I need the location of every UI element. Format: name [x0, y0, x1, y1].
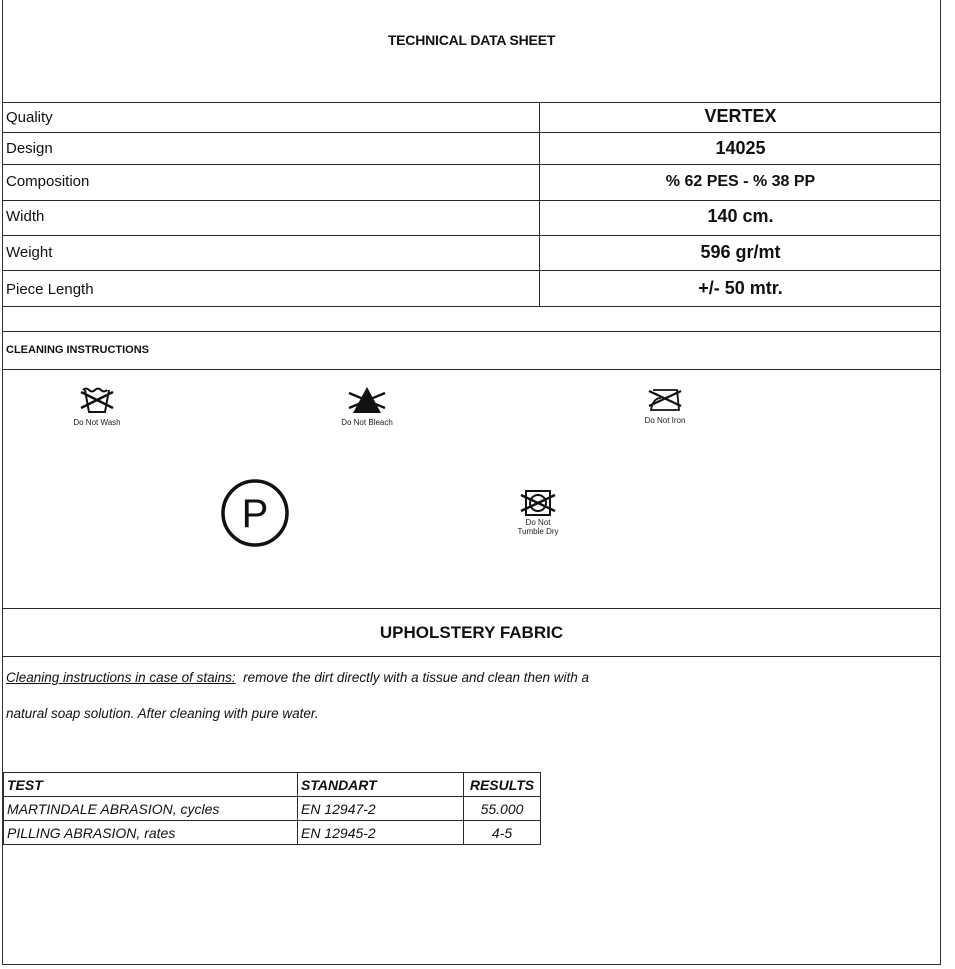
- spec-value: 14025: [715, 138, 766, 158]
- divider: [2, 164, 941, 165]
- divider: [2, 608, 941, 609]
- care-symbol-do-not-wash: [52, 384, 142, 427]
- cell-standard: EN 12947-2: [298, 797, 464, 821]
- header-standard: STANDART: [298, 773, 464, 797]
- spec-value: 596 gr/mt: [700, 242, 781, 262]
- table-row: [4, 821, 541, 845]
- header-results: RESULTS: [464, 773, 541, 797]
- care-caption-line2: Tumble Dry: [517, 527, 559, 536]
- spec-label: Weight: [6, 244, 53, 261]
- table-header-row: [4, 773, 541, 797]
- cleaning-section-label: CLEANING INSTRUCTIONS: [6, 344, 149, 356]
- spec-label: Width: [6, 208, 45, 225]
- dry-clean-p-icon: [219, 477, 291, 549]
- stain-instructions-text: remove the dirt directly with a tissue and clean then with a: [235, 670, 590, 685]
- stain-instructions-line-1: [6, 670, 589, 685]
- care-caption: Do Not Iron: [644, 416, 686, 425]
- divider: [2, 235, 941, 236]
- test-results-table: [3, 772, 541, 845]
- care-symbol-dry-clean-p: [218, 477, 292, 549]
- spec-label: Design: [6, 140, 53, 157]
- stain-instructions-line-2: natural soap solution. After cleaning with pure water.: [6, 706, 319, 721]
- care-symbol-do-not-tumble-dry: [498, 488, 578, 536]
- spec-value: +/- 50 mtr.: [698, 278, 783, 298]
- stain-instructions-label: Cleaning instructions in case of stains:: [6, 670, 236, 685]
- divider: [2, 656, 941, 657]
- divider: [2, 369, 941, 370]
- spec-value: 140 cm.: [707, 206, 774, 226]
- divider: [2, 132, 941, 133]
- cell-standard: EN 12945-2: [298, 821, 464, 845]
- cell-result: 4-5: [464, 821, 541, 845]
- do-not-iron-icon: [645, 384, 685, 416]
- divider: [2, 102, 941, 103]
- cell-result: 55.000: [464, 797, 541, 821]
- do-not-wash-icon: [77, 384, 117, 418]
- table-row: [4, 797, 541, 821]
- care-caption: Do Not Wash: [73, 418, 121, 427]
- care-symbol-do-not-iron: [620, 384, 710, 425]
- fabric-type-heading: UPHOLSTERY FABRIC: [379, 623, 564, 642]
- care-caption-line1: Do Not: [525, 518, 551, 527]
- dry-clean-glyph: P: [241, 492, 269, 536]
- spec-label: Quality: [6, 109, 53, 126]
- spec-value: % 62 PES - % 38 PP: [665, 173, 816, 190]
- spec-label: Piece Length: [6, 281, 94, 298]
- divider: [2, 331, 941, 332]
- do-not-bleach-icon: [345, 384, 389, 418]
- column-divider: [539, 102, 540, 306]
- do-not-tumble-dry-icon: [518, 488, 558, 518]
- document-title: TECHNICAL DATA SHEET: [387, 32, 556, 48]
- spec-value: VERTEX: [704, 106, 777, 126]
- divider: [2, 270, 941, 271]
- care-caption: Do Not Bleach: [341, 418, 393, 427]
- spec-label: Composition: [6, 173, 90, 190]
- cell-test: PILLING ABRASION, rates: [4, 821, 298, 845]
- divider: [2, 306, 941, 307]
- cell-test: MARTINDALE ABRASION, cycles: [4, 797, 298, 821]
- header-test: TEST: [4, 773, 298, 797]
- divider: [2, 200, 941, 201]
- care-symbol-do-not-bleach: [322, 384, 412, 427]
